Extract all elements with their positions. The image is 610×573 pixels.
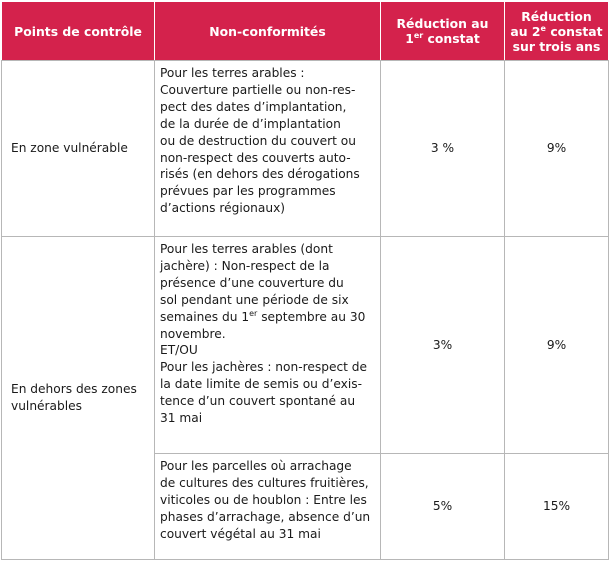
desc-line: d’actions régionaux) <box>160 201 286 216</box>
header-col4-tail: constat <box>550 23 603 39</box>
desc-line: Couverture partielle ou non-res- <box>160 82 356 97</box>
reduction-second-value: 9% <box>505 61 609 237</box>
desc-line: jachère) : Non-respect de la <box>160 258 330 273</box>
header-col4-prefix: au 2 <box>510 23 541 39</box>
desc-line: de cultures des cultures fruitières, <box>160 475 369 490</box>
desc-line: ET/OU <box>160 343 198 358</box>
header-reduction-first <box>381 2 505 61</box>
desc-line: Pour les jachères : non-respect de <box>160 360 368 375</box>
desc-line: Pour les terres arables (dont <box>160 242 333 256</box>
row-description <box>155 237 381 454</box>
header-col3-main: Réduction au <box>396 16 489 31</box>
row-description <box>155 61 381 237</box>
reduction-second-value: 9% <box>505 237 609 454</box>
desc-line: couvert végétal au 31 mai <box>160 526 321 541</box>
header-non-conformites: Non-conformités <box>155 2 381 61</box>
desc-line: non-respect des couverts auto- <box>160 150 351 165</box>
header-row <box>2 2 609 61</box>
row-point-label: En zone vulnérable <box>2 61 155 237</box>
reduction-second-value: 15% <box>505 454 609 560</box>
desc-line: sol pendant une période de six <box>160 292 349 307</box>
desc-line: Pour les terres arables : <box>160 66 305 80</box>
desc-sup-prefix: semaines du 1 <box>160 309 250 324</box>
reduction-first-value: 3% <box>381 237 505 454</box>
desc-sup-suffix: septembre au 30 <box>257 309 366 324</box>
desc-line: la date limite de semis ou d’exis- <box>160 377 362 392</box>
desc-line: tence d’un couvert spontané au <box>160 394 356 409</box>
header-col3-sup: er <box>413 31 424 40</box>
table-row <box>2 237 609 454</box>
desc-line: 31 mai <box>160 411 203 426</box>
desc-line: viticoles ou de houblon : Entre les <box>160 492 367 507</box>
row-point-label: En dehors des zones vulnérables <box>2 237 155 560</box>
row-description <box>155 454 381 560</box>
desc-line <box>160 309 376 326</box>
reduction-first-value: 3 % <box>381 61 505 237</box>
header-col4-line1: Réduction <box>521 8 592 24</box>
desc-line: ou de destruction du couvert ou <box>160 133 356 148</box>
desc-line: de la durée de d’implantation <box>160 116 341 131</box>
desc-line: phases d’arrachage, absence d’un <box>160 509 371 524</box>
desc-line: risés (en dehors des dérogations <box>160 167 360 182</box>
desc-line: Pour les parcelles où arrachage <box>160 459 352 473</box>
table-row <box>2 61 609 237</box>
header-col4-line3: sur trois ans <box>512 38 601 54</box>
reduction-table <box>1 1 609 560</box>
header-col3-tail: constat <box>427 31 480 46</box>
desc-line: prévues par les programmes <box>160 184 336 199</box>
header-col4-sup: e <box>540 23 546 33</box>
header-col3-num: 1 <box>405 31 414 46</box>
desc-line: présence d’une couverture du <box>160 275 344 290</box>
desc-sup: er <box>249 308 258 318</box>
header-reduction-second <box>505 2 609 61</box>
header-points-de-controle: Points de contrôle <box>2 2 155 61</box>
desc-line: pect des dates d’implantation, <box>160 99 347 114</box>
desc-line: novembre. <box>160 326 226 341</box>
reduction-first-value: 5% <box>381 454 505 560</box>
